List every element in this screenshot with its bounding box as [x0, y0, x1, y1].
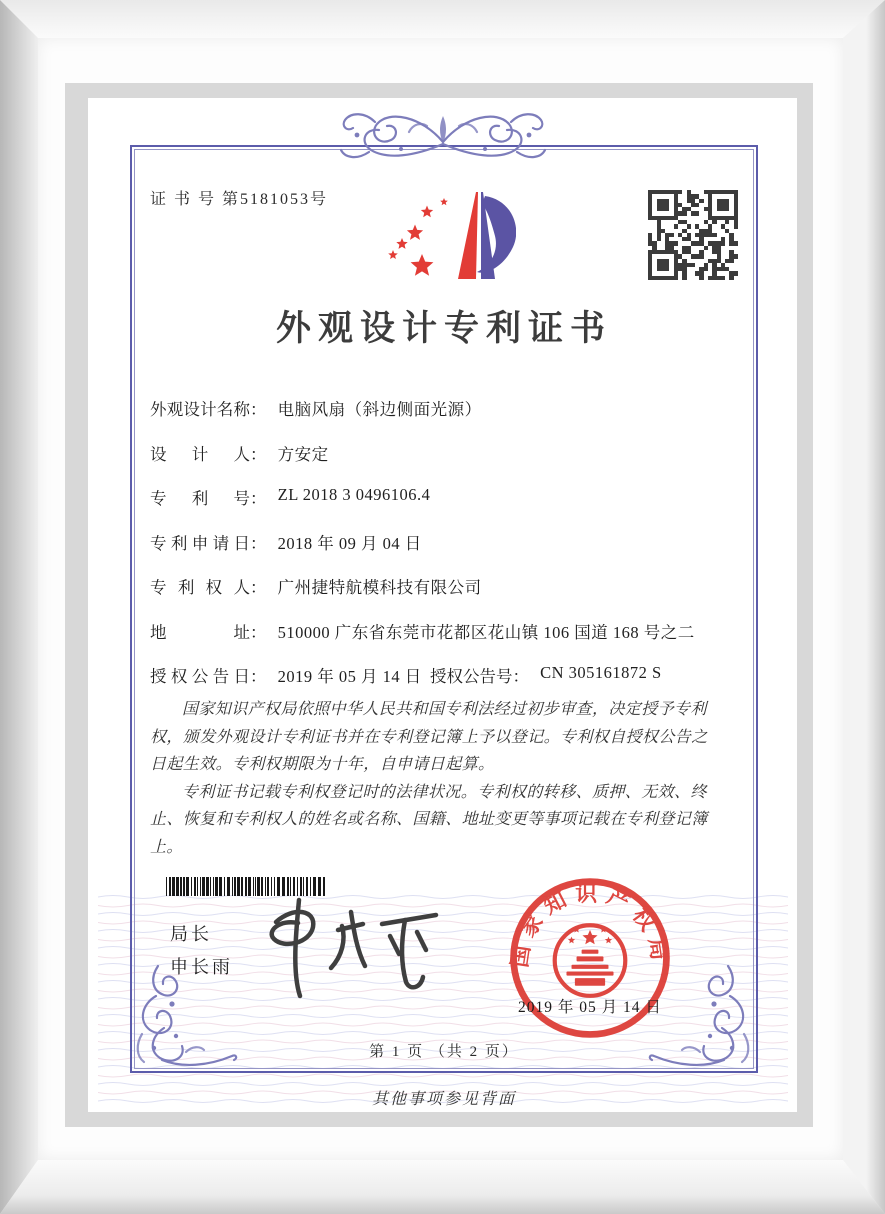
- field-colon: ：: [250, 489, 267, 508]
- field-label: 外观设计名称: [150, 400, 250, 419]
- field-value: CN 305161872 S: [540, 663, 662, 682]
- certificate-number: 证 书 号 第5181053号: [150, 191, 329, 208]
- frame-edge-right: [843, 0, 885, 1214]
- frame-edge-left: [0, 0, 38, 1214]
- field-row-designer: [150, 441, 750, 462]
- fields-block: [150, 396, 750, 708]
- field-row-patentee: [150, 574, 750, 595]
- body-paragraph-2: 专利证书记载专利权登记时的法律状况。专利权的转移、质押、无效、终止、恢复和专利权人的姓名或名称、国籍、地址变更等事项记载在专利登记簿上。: [150, 783, 708, 856]
- field-label: 授权公告日: [150, 667, 250, 686]
- certificate-paper: [88, 98, 797, 1112]
- field-value: 510000 广东省东莞市花都区花山镇 106 国道 168 号之二: [277, 622, 695, 642]
- field-colon: ：: [250, 667, 267, 686]
- field-row-patent-no: [150, 485, 750, 506]
- field-value: 2018 年 09 月 04 日: [277, 533, 422, 553]
- field-colon: ：: [250, 400, 267, 419]
- field-row-address: [150, 619, 750, 640]
- field-label: 专利权人: [150, 578, 250, 597]
- field-value: 2019 年 05 月 14 日: [277, 667, 422, 686]
- field-row-filing-date: [150, 530, 750, 551]
- field-colon: ：: [250, 578, 267, 597]
- back-note: 其他事项参见背面: [371, 1091, 516, 1108]
- ornament-corner-right-icon: [646, 964, 758, 1074]
- field-label: 专利申请日: [150, 533, 250, 553]
- field-label: 专利号: [150, 489, 250, 508]
- field-colon: ：: [512, 667, 529, 686]
- legal-text: [150, 696, 710, 861]
- cnipa-logo-icon: [382, 182, 516, 297]
- ornament-top-icon: [317, 102, 569, 174]
- field-value: 电脑风扇（斜边侧面光源）: [277, 400, 482, 419]
- seal-text: 国家知识产权局: [507, 881, 673, 970]
- page-indicator: 第 1 页 （共 2 页）: [369, 1044, 519, 1060]
- national-emblem-icon: [555, 925, 626, 996]
- field-row-grant: [150, 663, 750, 684]
- field-label: 地址: [150, 622, 250, 642]
- body-paragraph-1: 国家知识产权局依照中华人民共和国专利法经过初步审查，决定授予专利权，颁发外观设计专利证书并在专利登记簿上予以登记。专利权自授权公告之日起生效。专利权期限为十年，自申请日起算。: [150, 701, 708, 773]
- field-label: 设计人: [150, 444, 250, 464]
- field-row-design-name: [150, 396, 750, 417]
- field-value: 广州捷特航模科技有限公司: [277, 578, 482, 597]
- field-grant-number: [430, 663, 662, 687]
- director-name: 申长雨: [170, 957, 233, 977]
- certificate-title: 外观设计专利证书: [275, 309, 612, 348]
- frame-edge-top: [0, 0, 885, 38]
- field-value: 方安定: [277, 444, 329, 464]
- field-colon: ：: [250, 533, 267, 553]
- frame-edge-bottom: [0, 1160, 885, 1214]
- director-signature: [238, 890, 473, 1008]
- field-colon: ：: [250, 622, 267, 642]
- ornament-corner-left-icon: [128, 964, 240, 1074]
- field-label: 授权公告号: [430, 667, 513, 686]
- qr-code: [644, 186, 742, 284]
- field-value: ZL 2018 3 0496106.4: [277, 485, 431, 504]
- seal-date: 2019 年 05 月 14 日: [518, 999, 662, 1016]
- director-title: 局长: [170, 924, 212, 944]
- field-colon: ：: [250, 444, 267, 464]
